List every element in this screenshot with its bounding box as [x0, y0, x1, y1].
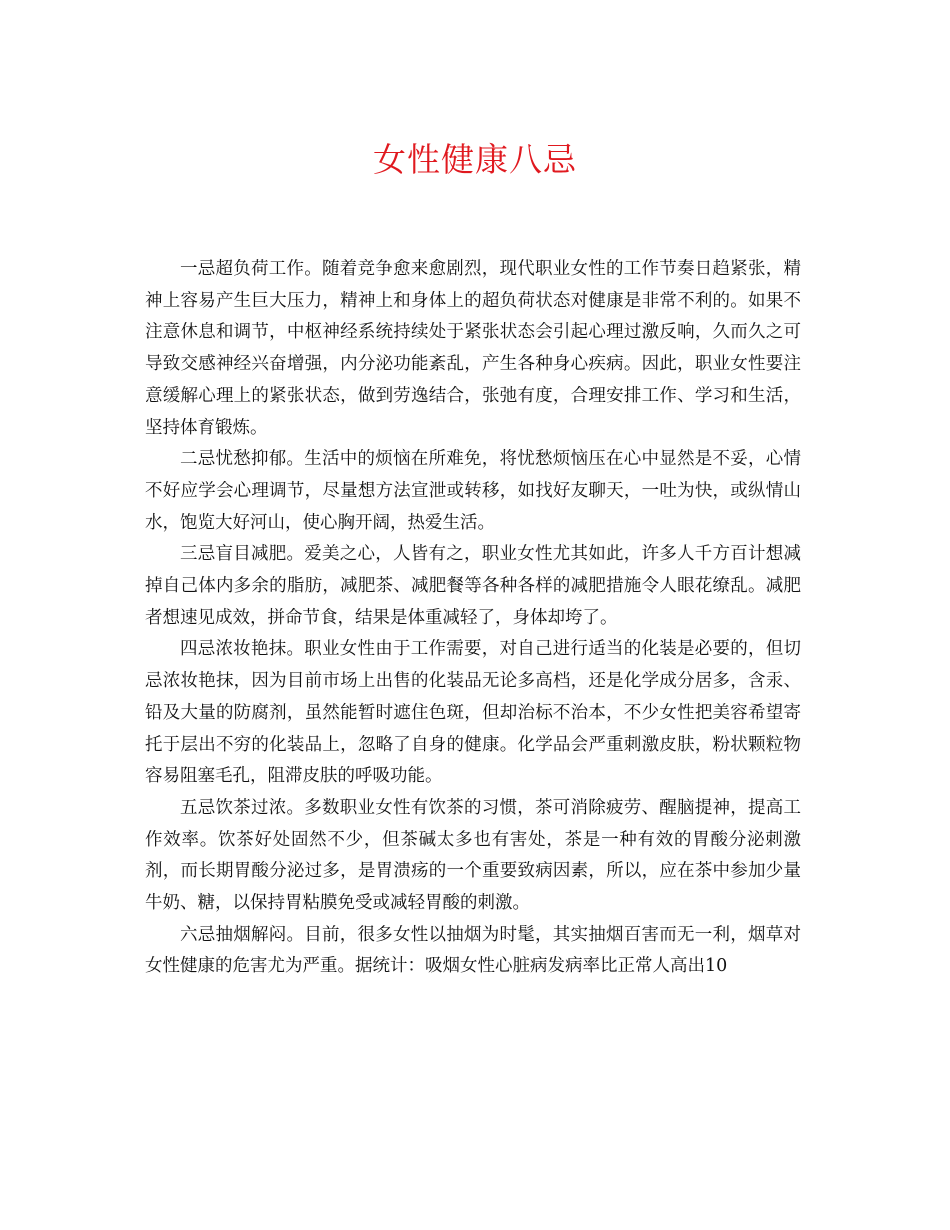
- document-body: [145, 254, 801, 983]
- paragraph-3: 三忌盲目减肥。爱美之心，人皆有之，职业女性尤其如此，许多人千方百计想减掉自己体内多余的脂肪，减肥茶、减肥餐等各种各样的减肥措施令人眼花缭乱。减肥者想速见成效，拼命节食，结果是体重减轻了，身体却垮了。: [145, 544, 801, 628]
- paragraph-6: 六忌抽烟解闷。目前，很多女性以抽烟为时髦，其实抽烟百害而无一利，烟草对女性健康的危害尤为严重。据统计：吸烟女性心脏病发病率比正常人高出10: [145, 924, 801, 977]
- paragraph-1: 一忌超负荷工作。随着竞争愈来愈剧烈，现代职业女性的工作节奏日趋紧张，精神上容易产生巨大压力，精神上和身体上的超负荷状态对健康是非常不利的。如果不注意休息和调节，中枢神经系统持续处于紧张状态会引起心理过激反响，久而久之可导致交感神经兴奋增强，内分泌功能紊乱，产生各种身心疾病。因此，职业女性要注意缓解心理上的紧张状态，做到劳逸结合，张弛有度，合理安排工作、学习和生活，坚持体育锻炼。: [145, 259, 801, 438]
- paragraph-4: 四忌浓妆艳抹。职业女性由于工作需要，对自己进行适当的化装是必要的，但切忌浓妆艳抹，因为目前市场上出售的化装品无论多高档，还是化学成分居多，含汞、铅及大量的防腐剂，虽然能暂时遮住色斑，但却治标不治本，不少女性把美容希望寄托于层出不穷的化装品上，忽略了自身的健康。化学品会严重刺激皮肤，粉状颗粒物容易阻塞毛孔，阻滞皮肤的呼吸功能。: [145, 639, 801, 787]
- paragraph-2: 二忌忧愁抑郁。生活中的烦恼在所难免，将忧愁烦恼压在心中显然是不妥，心情不好应学会心理调节，尽量想方法宣泄或转移，如找好友聊天，一吐为快，或纵情山水，饱览大好河山，使心胸开阔，热爱生活。: [145, 449, 801, 533]
- paragraph-5: 五忌饮茶过浓。多数职业女性有饮茶的习惯，茶可消除疲劳、醒脑提神，提高工作效率。饮茶好处固然不少，但茶碱太多也有害处，茶是一种有效的胃酸分泌刺激剂，而长期胃酸分泌过多，是胃溃疡的一个重要致病因素，所以，应在茶中参加少量牛奶、糖，以保持胃粘膜免受或减轻胃酸的刺激。: [145, 797, 801, 914]
- document-title: 女性健康八忌: [373, 140, 577, 179]
